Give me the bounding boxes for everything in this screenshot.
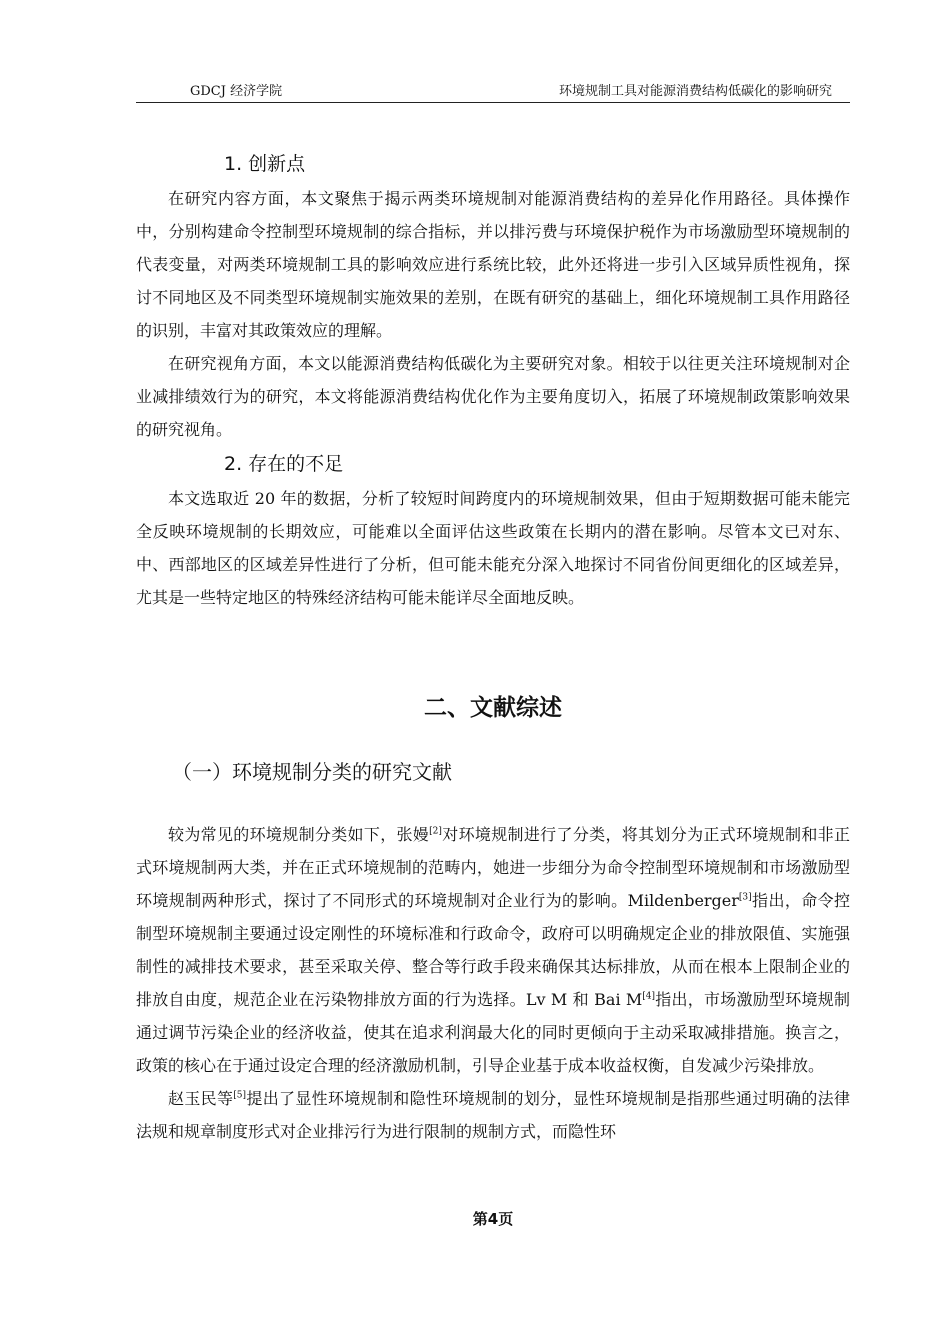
- subsection-title: （一）环境规制分类的研究文献: [172, 760, 452, 784]
- page-header: [136, 72, 850, 103]
- citation-3: [3]: [738, 892, 752, 903]
- citation-2: [2]: [429, 826, 442, 837]
- header-left-text: GDCJ 经济学院: [190, 84, 283, 99]
- heading-innovation: 1. 创新点: [224, 153, 306, 175]
- citation-5: [5]: [233, 1090, 247, 1101]
- paragraph-literature-2: [136, 1082, 850, 1148]
- literature-1-part-a: 较为常见的环境规制分类如下，张嫚: [168, 825, 430, 844]
- literature-1-part-d: 指出，市场激励型环境规制通过调节污染企业的经济收益，使其在追求利润最大化的同时更倾向于主动采取减排措施。换言之，政策的核心在于通过设定合理的经济激励机制，引导企业基于成本收益权衡，自发减少污染排放。: [136, 990, 850, 1075]
- content-block-2: [136, 818, 850, 1148]
- literature-2-part-a: 赵玉民等: [168, 1089, 234, 1108]
- paragraph-limitations-1: 本文选取近 20 年的数据，分析了较短时间跨度内的环境规制效果，但由于短期数据可能未能完全反映环境规制的长期效应，可能难以全面评估这些政策在长期内的潜在影响。尽管本文已对东、中、西部地区的区域差异性进行了分析，但可能未能充分深入地探讨不同省份间更细化的区域差异，尤其是一些特定地区的特殊经济结构可能未能详尽全面地反映。: [136, 489, 850, 607]
- content-block-1: [136, 146, 850, 614]
- heading-limitations: 2. 存在的不足: [224, 453, 344, 475]
- page-number: 第4页: [472, 1210, 514, 1228]
- literature-2-part-b: 提出了显性环境规制和隐性环境规制的划分，显性环境规制是指那些通过明确的法律法规和规章制度形式对企业排污行为进行限制的规制方式，而隐性环: [136, 1089, 850, 1141]
- paragraph-innovation-1: 在研究内容方面，本文聚焦于揭示两类环境规制对能源消费结构的差异化作用路径。具体操作中，分别构建命令控制型环境规制的综合指标，并以排污费与环境保护税作为市场激励型环境规制的代表变量，对两类环境规制工具的影响效应进行系统比较，此外还将进一步引入区域异质性视角，探讨不同地区及不同类型环境规制实施效果的差别，在既有研究的基础上，细化环境规制工具作用路径的识别，丰富对其政策效应的理解。: [136, 189, 850, 340]
- paragraph-literature-1: [136, 818, 850, 1082]
- literature-1-part-b: 对环境规制进行了分类，将其划分为正式环境规制和非正式环境规制两大类，并在正式环境规制的范畴内，她进一步细分为命令控制型环境规制和市场激励型环境规制两种形式，探讨了不同形式的环境规制对企业行为的影响。Mildenberger: [136, 825, 850, 910]
- header-right-text: 环境规制工具对能源消费结构低碳化的影响研究: [558, 84, 832, 99]
- citation-4: [4]: [642, 991, 656, 1002]
- paragraph-innovation-2: 在研究视角方面，本文以能源消费结构低碳化为主要研究对象。相较于以往更关注环境规制对企业减排绩效行为的研究，本文将能源消费结构优化作为主要角度切入，拓展了环境规制政策影响效果的研究视角。: [136, 354, 850, 439]
- literature-1-part-c: 指出，命令控制型环境规制主要通过设定刚性的环境标准和行政命令，政府可以明确规定企业的排放限值、实施强制性的减排技术要求，甚至采取关停、整合等行政手段来确保其达标排放，从而在根本上限制企业的排放自由度，规范企业在污染物排放方面的行为选择。Lv M 和 Bai M: [136, 891, 850, 1009]
- chapter-title: 二、文献综述: [424, 695, 562, 721]
